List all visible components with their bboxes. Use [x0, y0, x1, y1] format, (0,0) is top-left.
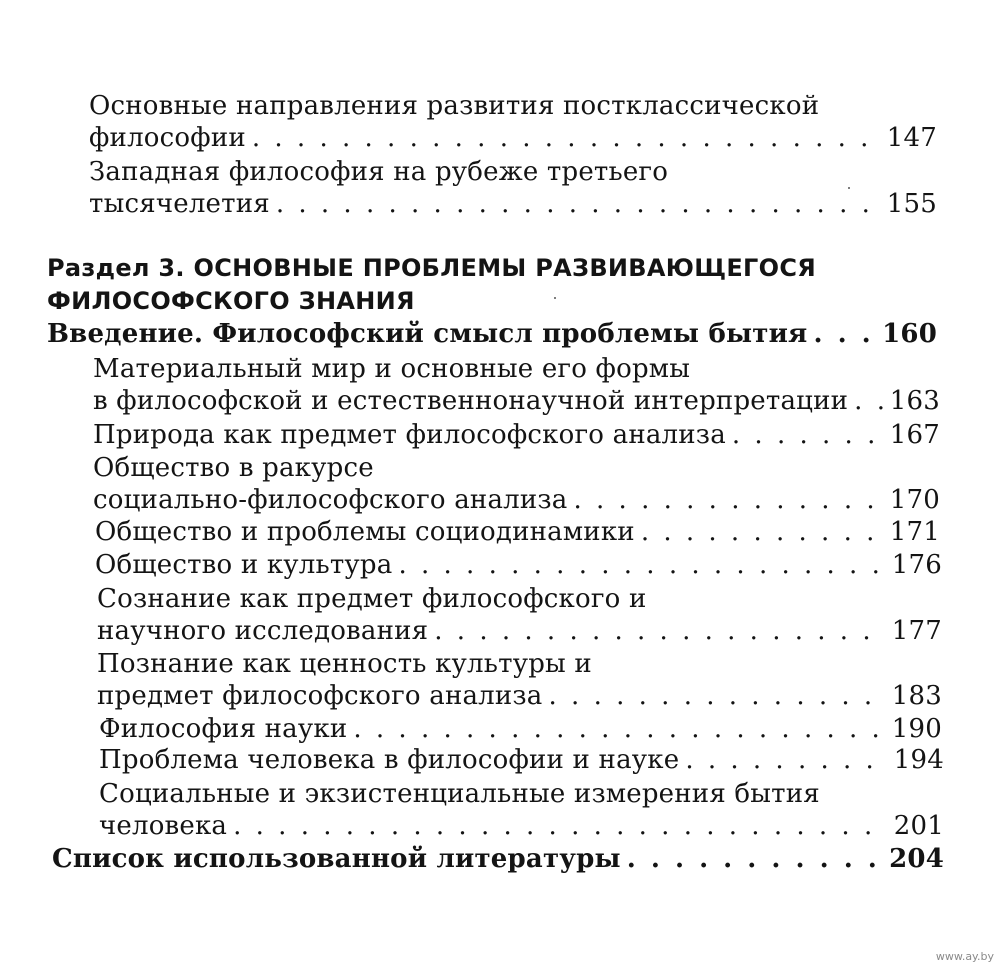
toc-entry-8-line1: [97, 583, 647, 615]
page-number: 176: [891, 550, 942, 580]
dot-leader: [685, 744, 887, 776]
toc-entry-9-line1: [97, 648, 592, 680]
toc-entry-6: [95, 516, 940, 548]
toc-entry-3-line2: [93, 385, 940, 417]
dot-leader: [627, 843, 883, 875]
toc-entry-11: [99, 744, 944, 776]
page-number: 204: [889, 844, 944, 874]
dot-leader: [276, 188, 881, 220]
dot-leader: [813, 318, 876, 350]
dot-leader: [353, 713, 885, 745]
toc-entry-title: тысячелетия: [89, 189, 270, 219]
toc-entry-title: научного исследования: [97, 616, 429, 646]
dot-leader: [549, 680, 886, 712]
toc-entry-title: Социальные и экзистенциальные измерения бытия: [99, 779, 820, 809]
page-number: 171: [889, 517, 940, 547]
toc-entry-12-line2: [99, 810, 944, 842]
dot-leader: [732, 419, 884, 451]
scan-speck: [554, 297, 556, 299]
toc-entry-8-line2: [97, 615, 942, 647]
toc-entry-7: [95, 549, 942, 581]
page-number: 177: [891, 616, 942, 646]
dot-leader: [641, 516, 884, 548]
toc-entry-title: предмет философского анализа: [97, 681, 543, 711]
toc-entry-title: в философской и естественнонаучной интерпретации: [93, 386, 849, 416]
dot-leader: [398, 549, 885, 581]
toc-entry-title: Философия науки: [99, 714, 348, 744]
toc-entry-3-line1: [93, 353, 690, 385]
page-number: 170: [889, 485, 940, 515]
toc-entry-title: Общество и культура: [95, 550, 393, 580]
toc-entry-2-line2: [89, 188, 937, 220]
toc-entry-12-line1: [99, 778, 820, 810]
toc-entry-title: Материальный мир и основные его формы: [93, 354, 691, 384]
toc-entry-5-line1: [93, 452, 374, 484]
toc-entry-5-line2: [93, 484, 940, 516]
dot-leader: [573, 484, 883, 516]
toc-entry-intro: [47, 318, 937, 350]
page-number: 194: [893, 745, 944, 775]
watermark: www.ay.by: [935, 950, 994, 963]
page-number: 183: [891, 681, 942, 711]
section-heading-line1: Раздел 3. ОСНОВНЫЕ ПРОБЛЕМЫ РАЗВИВАЮЩЕГОСЯ: [47, 254, 817, 282]
toc-entry-title: человека: [99, 811, 228, 841]
page-number: 160: [882, 319, 937, 349]
toc-entry-title: Введение. Философский смысл проблемы бытия: [47, 319, 808, 349]
page-number: 163: [889, 386, 940, 416]
toc-entry-title: Основные направления развития постклассической: [89, 91, 820, 121]
toc-entry-1-line2: [89, 122, 937, 154]
page-number: 201: [893, 811, 944, 841]
toc-entry-4: [93, 419, 940, 451]
page-number: 155: [886, 189, 937, 219]
toc-entry-title: Западная философия на рубеже третьего: [89, 157, 669, 187]
page-number: 167: [889, 420, 940, 450]
dot-leader: [233, 810, 888, 842]
scan-speck: [848, 187, 850, 189]
toc-entry-title: Общество и проблемы социодинамики: [95, 517, 635, 547]
toc-entry-2-line1: [89, 156, 668, 188]
dot-leader: [434, 615, 886, 647]
page-number: 190: [891, 714, 942, 744]
toc-entry-title: Общество в ракурсе: [93, 453, 374, 483]
section-heading-line2: ФИЛОСОФСКОГО ЗНАНИЯ: [47, 287, 415, 315]
toc-entry-10: [99, 713, 942, 745]
toc-entry-9-line2: [97, 680, 942, 712]
toc-entry-1-line1: [89, 90, 819, 122]
toc-entry-title: Сознание как предмет философского и: [97, 584, 647, 614]
toc-entry-title: Познание как ценность культуры и: [97, 649, 592, 679]
toc-entry-title: Природа как предмет философского анализа: [93, 420, 726, 450]
toc-entry-title: Проблема человека в философии и науке: [99, 745, 680, 775]
toc-entry-title: социально-философского анализа: [93, 485, 568, 515]
toc-entry-bibliography: [52, 843, 944, 875]
dot-leader: [252, 122, 881, 154]
dot-leader: [854, 385, 884, 417]
toc-entry-title: Список использованной литературы: [52, 844, 621, 874]
toc-entry-title: философии: [89, 123, 246, 153]
page-number: 147: [886, 123, 937, 153]
